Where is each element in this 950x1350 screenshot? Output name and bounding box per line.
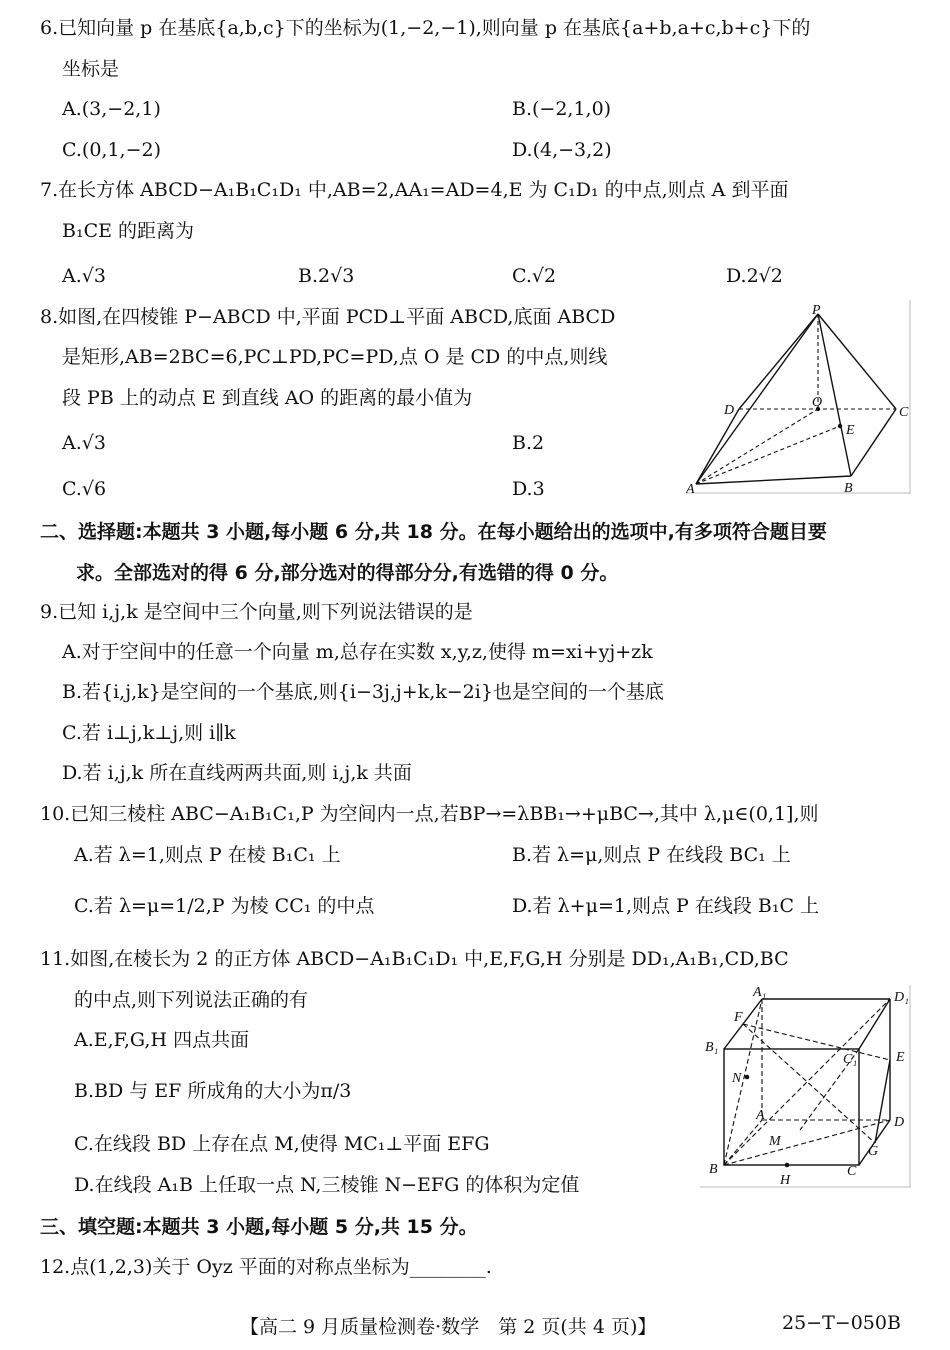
q6-stem-line2: 坐标是 — [62, 58, 120, 80]
q6-option-d: D.(4,−3,2) — [512, 139, 612, 161]
q11-label-e: E — [896, 1050, 905, 1065]
q8-label-c: C — [899, 405, 909, 420]
q8-option-a: A.√3 — [62, 432, 106, 454]
q11-label-a1: A₁ — [753, 985, 767, 1000]
q8-stem-line3: 段 PB 上的动点 E 到直线 AO 的距离的最小值为 — [62, 387, 473, 409]
q8-label-d: D — [724, 403, 735, 418]
q11-label-d1: D₁ — [894, 990, 909, 1005]
q9-stem: 9.已知 i,j,k 是空间中三个向量,则下列说法错误的是 — [40, 601, 473, 623]
q8-pyramid-figure — [686, 300, 912, 496]
q11-option-a: A.E,F,G,H 四点共面 — [74, 1029, 250, 1051]
q7-option-a: A.√3 — [62, 265, 106, 287]
q7-stem-line1: 7.在长方体 ABCD−A₁B₁C₁D₁ 中,AB=2,AA₁=AD=4,E 为 C₁D₁ 的中点,则点 A 到平面 — [40, 179, 789, 201]
q11-label-h: H — [780, 1173, 791, 1188]
q11-cube-figure — [700, 985, 912, 1190]
q8-label-e: E — [846, 423, 855, 438]
q7-stem-line2: B₁CE 的距离为 — [62, 220, 195, 242]
q10-option-b: B.若 λ=μ,则点 P 在线段 BC₁ 上 — [512, 844, 791, 866]
q11-label-g: G — [868, 1144, 879, 1159]
q7-option-b: B.2√3 — [298, 265, 355, 287]
q10-option-d: D.若 λ+μ=1,则点 P 在线段 B₁C 上 — [512, 895, 820, 917]
q6-option-c: C.(0,1,−2) — [62, 139, 161, 161]
q10-option-c: C.若 λ=μ=1/2,P 为棱 CC₁ 的中点 — [74, 895, 375, 917]
q8-stem-line2: 是矩形,AB=2BC=6,PC⊥PD,PC=PD,点 O 是 CD 的中点,则线 — [62, 346, 608, 368]
q11-label-a: A — [756, 1108, 765, 1123]
page-footer: 【高二 9 月质量检测卷·数学 第 2 页(共 4 页)】 — [240, 1316, 657, 1338]
q8-option-c: C.√6 — [62, 478, 107, 500]
q11-option-d: D.在线段 A₁B 上任取一点 N,三棱锥 N−EFG 的体积为定值 — [74, 1174, 580, 1196]
q8-option-d: D.3 — [512, 478, 545, 500]
q11-label-n: N — [732, 1071, 742, 1086]
q9-option-a: A.对于空间中的任意一个向量 m,总存在实数 x,y,z,使得 m=xi+yj+zk — [62, 641, 653, 663]
q11-label-b: B — [709, 1162, 718, 1177]
q11-stem-line1: 11.如图,在棱长为 2 的正方体 ABCD−A₁B₁C₁D₁ 中,E,F,G,H 分别是 DD₁,A₁B₁,CD,BC — [40, 948, 789, 970]
paper-code: 25−T−050B — [782, 1312, 901, 1334]
q10-stem: 10.已知三棱柱 ABC−A₁B₁C₁,P 为空间内一点,若BP→=λBB₁→+μBC→,其中 λ,μ∈(0,1],则 — [40, 803, 819, 825]
q6-option-a: A.(3,−2,1) — [62, 98, 161, 120]
q8-label-o: O — [812, 395, 823, 410]
q11-option-c: C.在线段 BD 上存在点 M,使得 MC₁⊥平面 EFG — [74, 1133, 490, 1155]
q11-label-d: D — [894, 1115, 905, 1130]
q9-option-b: B.若{i,j,k}是空间的一个基底,则{i−3j,j+k,k−2i}也是空间的一个基底 — [62, 681, 664, 703]
q11-label-c1: C₁ — [843, 1052, 858, 1067]
q10-option-a: A.若 λ=1,则点 P 在棱 B₁C₁ 上 — [74, 844, 341, 866]
q9-option-c: C.若 i⊥j,k⊥j,则 i∥k — [62, 722, 236, 744]
q11-label-c: C — [847, 1164, 857, 1179]
q11-stem-line2: 的中点,则下列说法正确的有 — [74, 989, 309, 1011]
q11-label-b1: B₁ — [705, 1040, 719, 1055]
q8-label-b: B — [844, 481, 853, 496]
q9-option-d: D.若 i,j,k 所在直线两两共面,则 i,j,k 共面 — [62, 762, 412, 784]
q8-option-b: B.2 — [512, 432, 545, 454]
q6-stem-line1: 6.已知向量 p 在基底{a,b,c}下的坐标为(1,−2,−1),则向量 p 在基底{a+b,a+c,b+c}下的 — [40, 17, 811, 39]
q7-option-d: D.2√2 — [726, 265, 783, 287]
q6-option-b: B.(−2,1,0) — [512, 98, 612, 120]
q12-stem: 12.点(1,2,3)关于 Oyz 平面的对称点坐标为________. — [40, 1256, 492, 1278]
q11-label-f: F — [734, 1010, 743, 1025]
q11-option-b: B.BD 与 EF 所成角的大小为π/3 — [74, 1080, 352, 1102]
q7-option-c: C.√2 — [512, 265, 557, 287]
q8-label-p: P — [812, 303, 821, 318]
q11-label-m: M — [769, 1134, 781, 1149]
q8-stem-line1: 8.如图,在四棱锥 P−ABCD 中,平面 PCD⊥平面 ABCD,底面 ABCD — [40, 306, 616, 328]
section2-heading-line2: 求。全部选对的得 6 分,部分选对的得部分分,有选错的得 0 分。 — [76, 562, 619, 584]
section2-heading-line1: 二、选择题:本题共 3 小题,每小题 6 分,共 18 分。在每小题给出的选项中,有多项符合题目要 — [40, 521, 827, 543]
q8-label-a: A — [686, 482, 695, 496]
section3-heading: 三、填空题:本题共 3 小题,每小题 5 分,共 15 分。 — [40, 1216, 478, 1238]
